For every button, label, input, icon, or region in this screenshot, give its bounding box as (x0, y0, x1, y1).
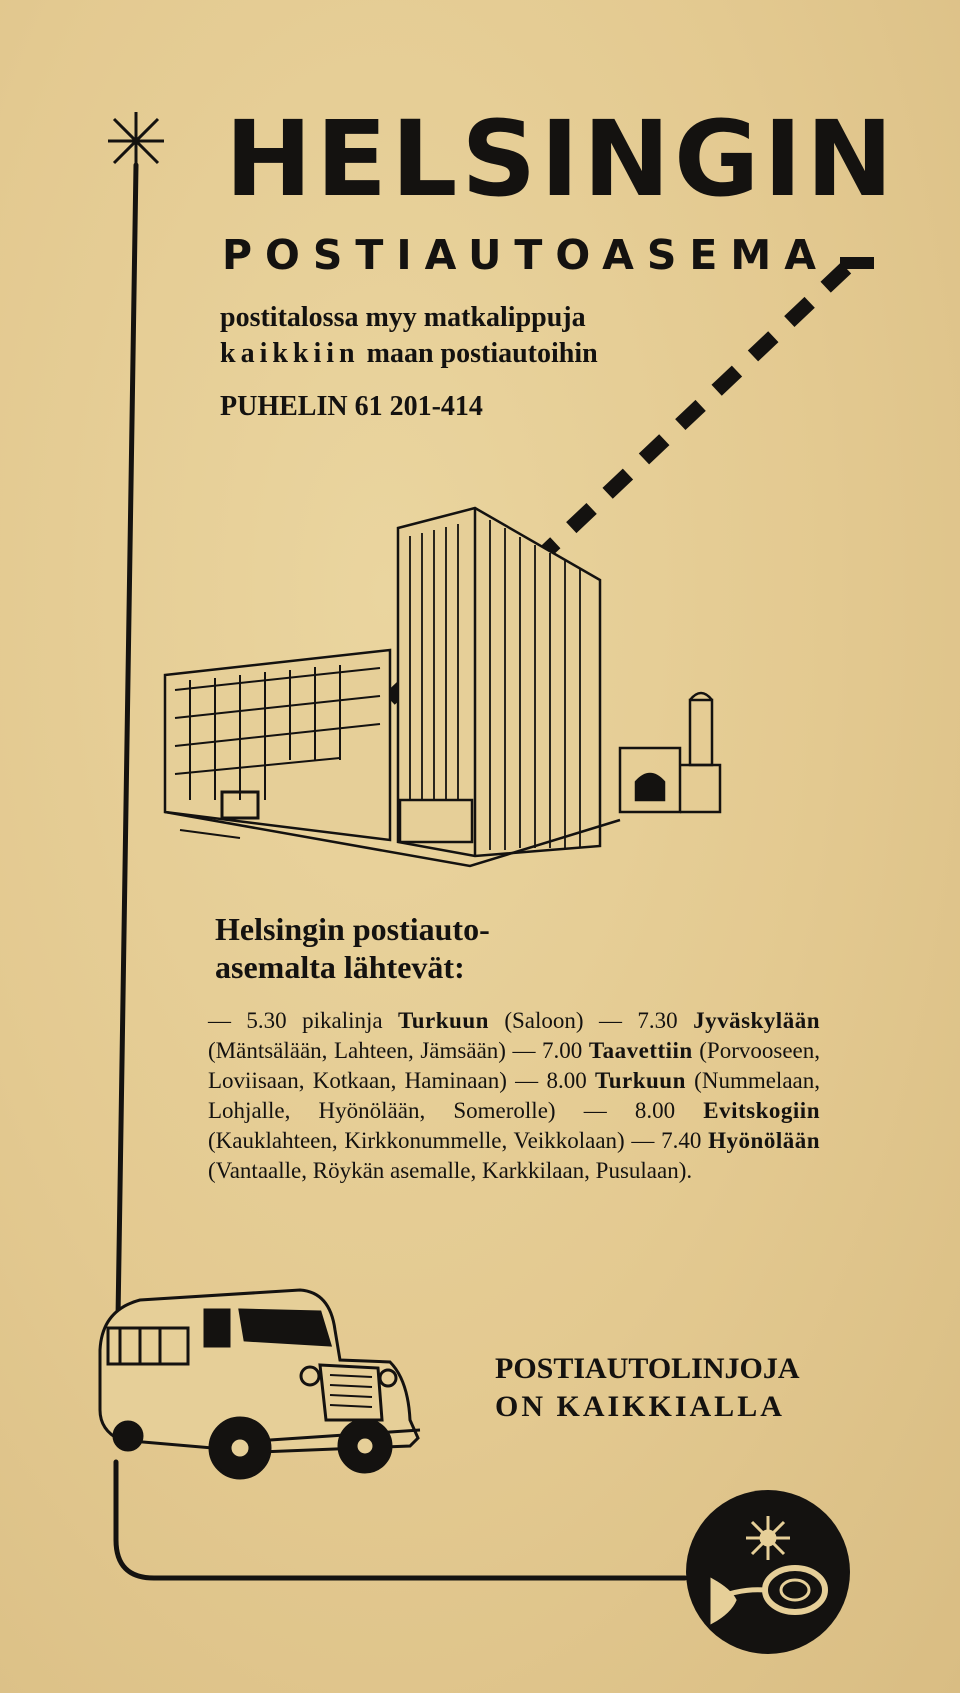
route-time: — 7.40 (631, 1128, 709, 1153)
departures-heading-line2: asemalta lähtevät: (215, 949, 465, 985)
route-destination: Turkuun (594, 1068, 686, 1093)
route-destination: Taavettiin (588, 1038, 693, 1063)
departures-heading-line1: Helsingin postiauto- (215, 911, 490, 947)
route-time: — 7.00 (512, 1038, 589, 1063)
route-time: — 5.30 pikalinja (208, 1008, 398, 1033)
route-time: — 8.00 (515, 1068, 595, 1093)
post-office-building-illustration (165, 508, 720, 866)
phone-number: PUHELIN 61 201-414 (220, 391, 483, 422)
route-time: — 8.00 (583, 1098, 704, 1123)
tagline-line1: postitalossa myy matkalippuja (220, 302, 586, 333)
page-subtitle: POSTIAUTOASEMA (222, 231, 829, 279)
route-via: (Porvooseen, Loviisaan, Kotkaan, Haminaan) (208, 1038, 820, 1093)
slogan (495, 1350, 800, 1426)
star-icon (108, 112, 164, 170)
tagline (220, 300, 598, 372)
route-via: (Nummelaan, Lohjalle, Hyönölään, Somerolle) (208, 1068, 820, 1123)
departures-heading (215, 910, 490, 986)
route-via: (Kauklahteen, Kirkkonummelle, Veikkolaan) (208, 1128, 632, 1153)
route-via: (Mäntsälään, Lahteen, Jämsään) (208, 1038, 513, 1063)
slogan-line2: ON KAIKKIALLA (495, 1390, 785, 1423)
route-via: (Saloon) (488, 1008, 599, 1033)
route-destination: Turkuun (398, 1008, 489, 1033)
route-destination: Evitskogiin (703, 1098, 820, 1123)
route-time: — 7.30 (598, 1008, 694, 1033)
page-title: HELSINGIN (225, 98, 898, 220)
tagline-rest: maan postiautoihin (359, 338, 598, 369)
bus-illustration (100, 1290, 420, 1478)
route-via: (Vantaalle, Röykän asemalle, Karkkilaan, Pusulaan). (208, 1158, 693, 1183)
tagline-line2 (220, 336, 598, 372)
route-entry (208, 1008, 599, 1033)
departure-schedule (208, 1006, 820, 1186)
tagline-spaced-word: kaikkiin (220, 338, 360, 369)
route-destination: Hyönölään (708, 1128, 821, 1153)
slogan-line1: POSTIAUTOLINJOJA (495, 1352, 800, 1385)
route-destination: Jyväskylään (693, 1008, 820, 1033)
post-horn-emblem-icon (686, 1490, 850, 1654)
